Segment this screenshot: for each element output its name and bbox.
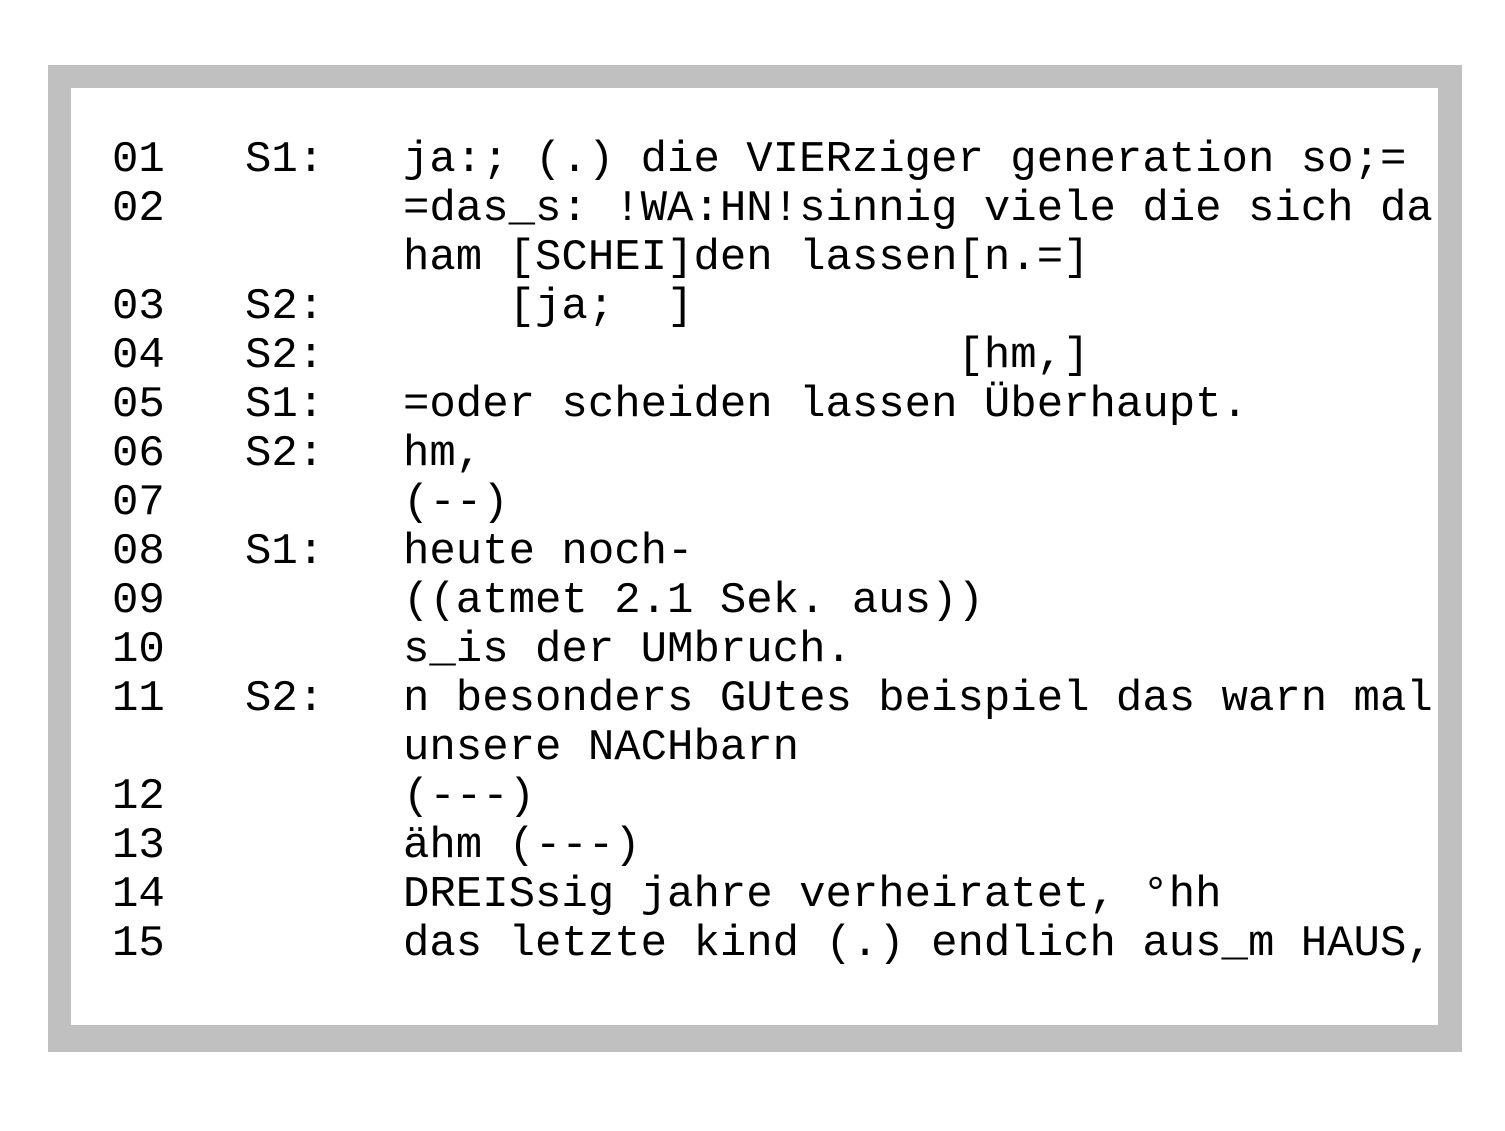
speaker-label xyxy=(245,234,403,283)
line-number: 10 xyxy=(112,625,165,675)
utterance-text: ham [SCHEI]den lassen[n.=] xyxy=(403,233,1090,283)
speaker-label: S2: xyxy=(245,331,325,381)
line-number: 07 xyxy=(112,478,165,528)
transcript-row xyxy=(112,675,1438,724)
transcript-row xyxy=(112,283,1438,332)
line-number: 09 xyxy=(112,576,165,626)
utterance-text: ähm (---) xyxy=(403,821,641,871)
speaker-label: S2: xyxy=(245,674,325,724)
line-number: 13 xyxy=(112,821,165,871)
transcript-panel xyxy=(71,88,1438,1025)
utterance-text: heute noch- xyxy=(403,527,694,577)
speaker-label xyxy=(245,871,403,920)
speaker-label xyxy=(245,479,403,528)
transcript-row xyxy=(112,577,1438,626)
speaker-label xyxy=(245,822,403,871)
transcript-row xyxy=(112,479,1438,528)
speaker-label: S2: xyxy=(245,429,325,479)
line-number: 11 xyxy=(112,674,165,724)
line-number: 15 xyxy=(112,919,165,969)
transcript-row xyxy=(112,332,1438,381)
speaker-label xyxy=(245,773,403,822)
utterance-text: s_is der UMbruch. xyxy=(403,625,852,675)
utterance-text: [ja; ] xyxy=(403,282,694,332)
transcript-row xyxy=(112,626,1438,675)
line-number: 12 xyxy=(112,772,165,822)
transcript-row xyxy=(112,871,1438,920)
speaker-label xyxy=(245,185,403,234)
utterance-text: hm, xyxy=(403,429,483,479)
transcript-row xyxy=(112,920,1438,969)
utterance-text: [hm,] xyxy=(403,331,1090,381)
speaker-label: S1: xyxy=(245,380,325,430)
line-number: 05 xyxy=(112,380,165,430)
transcript-row xyxy=(112,822,1438,871)
speaker-label xyxy=(245,577,403,626)
transcript-row xyxy=(112,773,1438,822)
line-number: 06 xyxy=(112,429,165,479)
transcript-row-continuation xyxy=(112,724,1438,773)
utterance-text: (--) xyxy=(403,478,509,528)
utterance-text: ((atmet 2.1 Sek. aus)) xyxy=(403,576,984,626)
utterance-text: unsere NACHbarn xyxy=(403,723,800,773)
transcript-row-continuation xyxy=(112,234,1438,283)
line-number: 01 xyxy=(112,135,165,185)
speaker-label xyxy=(245,626,403,675)
transcript-row xyxy=(112,528,1438,577)
transcript-row xyxy=(112,136,1438,185)
line-number: 14 xyxy=(112,870,165,920)
line-number: 02 xyxy=(112,184,165,234)
transcript-frame-border xyxy=(48,65,1462,1052)
speaker-label: S2: xyxy=(245,282,325,332)
utterance-text: n besonders GUtes beispiel das warn mal xyxy=(403,674,1433,724)
speaker-label xyxy=(245,920,403,969)
utterance-text: DREISsig jahre verheiratet, °hh xyxy=(403,870,1222,920)
utterance-text: =das_s: !WA:HN!sinnig viele die sich da xyxy=(403,184,1433,234)
line-number xyxy=(112,234,245,283)
transcript-row xyxy=(112,381,1438,430)
speaker-label xyxy=(245,724,403,773)
line-number xyxy=(112,724,245,773)
utterance-text: das letzte kind (.) endlich aus_m HAUS, xyxy=(403,919,1433,969)
speaker-label: S1: xyxy=(245,135,325,185)
transcript-row xyxy=(112,430,1438,479)
line-number: 08 xyxy=(112,527,165,577)
line-number: 04 xyxy=(112,331,165,381)
speaker-label: S1: xyxy=(245,527,325,577)
utterance-text: =oder scheiden lassen Überhaupt. xyxy=(403,380,1248,430)
line-number: 03 xyxy=(112,282,165,332)
transcript-row xyxy=(112,185,1438,234)
utterance-text: (---) xyxy=(403,772,536,822)
utterance-text: ja:; (.) die VIERziger generation so;= xyxy=(403,135,1407,185)
